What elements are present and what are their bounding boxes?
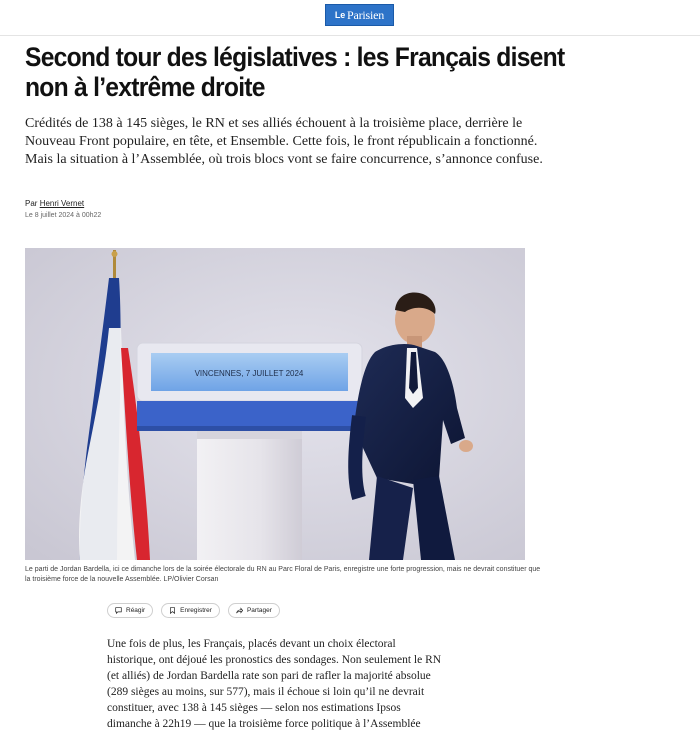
article-headline: Second tour des législatives : les Français disent non à l’extrême droite [25, 42, 565, 102]
logo-name: Parisien [347, 7, 385, 22]
photo-caption: Le parti de Jordan Bardella, ici ce dimanche lors de la soirée électorale du RN au Parc Floral de Paris, enregistre une forte progression, mais ne devrait constituer que la troisième force de la nouvelle Assemblée. LP/Olivier Corsan [25, 566, 541, 583]
react-label: Réagir [126, 607, 146, 614]
author-link[interactable]: Henri Vernet [39, 199, 85, 208]
article-actions [107, 603, 280, 618]
site-header [0, 0, 700, 36]
share-label: Partager [246, 607, 272, 614]
le-parisien-logo[interactable] [325, 4, 394, 26]
comment-icon [115, 607, 122, 614]
article-photo [25, 248, 525, 560]
byline-prefix: Par [25, 199, 38, 208]
podium-text: VINCENNES, 7 JUILLET 2024 [194, 369, 304, 378]
bookmark-icon [169, 607, 176, 614]
share-button[interactable] [228, 603, 280, 618]
publish-date: Le 8 juillet 2024 à 00h22 [25, 212, 102, 219]
save-label: Enregistrer [180, 607, 212, 614]
react-button[interactable] [107, 603, 153, 618]
photo-illustration [25, 248, 525, 560]
share-icon [236, 607, 243, 614]
byline [25, 199, 84, 208]
logo-prefix: Le [334, 10, 346, 20]
save-button[interactable] [161, 603, 220, 618]
article-lede: Crédités de 138 à 145 sièges, le RN et ses alliés échouent à la troisième place, derrière le Nouveau Front populaire, en tête, et Ensemble. Cette fois, le front républicain a fonctionné. Mais la situation à l’Assemblée, où trois blocs vont se faire concurrence, s’annonce confuse. [25, 116, 543, 167]
article-body: Une fois de plus, les Français, placés devant un choix électoral historique, ont déjoué les pronostics des sondages. Non seulement le RN (et alliés) de Jordan Bardella rate son pari de rafler la majorité absolue (289 sièges au moins, sur 577), mais il échoue si loin qu’il ne devrait constituer, avec 138 à 145 sièges — selon nos estimations Ipsos dimanche à 22h19 — que la troisième force politique à l’Assemblée [107, 638, 442, 730]
